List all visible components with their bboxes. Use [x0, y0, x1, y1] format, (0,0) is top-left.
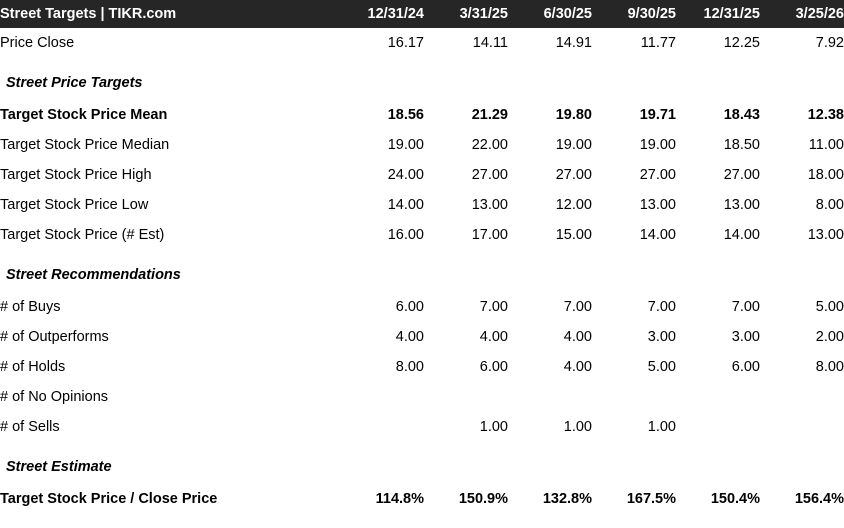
row-value: 18.50 [723, 137, 760, 153]
row-value: 5.00 [815, 299, 844, 315]
row-label: Street Price Targets [6, 75, 143, 91]
row-value: 8.00 [815, 197, 844, 213]
row-value [340, 442, 424, 484]
row-value: 11.77 [640, 35, 676, 51]
row-value [760, 412, 844, 442]
row-value: 15.00 [555, 227, 592, 243]
row-label: # of Holds [0, 359, 66, 375]
row-value [424, 58, 508, 100]
row-value [508, 250, 592, 292]
table-row [0, 190, 844, 220]
row-label: # of Sells [0, 419, 60, 435]
table-row [0, 484, 844, 514]
row-value: 7.00 [647, 299, 676, 315]
row-value: 16.17 [387, 35, 424, 51]
row-value [592, 382, 676, 412]
row-value: 114.8% [375, 491, 424, 507]
row-value [676, 442, 760, 484]
row-value: 1.00 [647, 419, 676, 435]
row-value: 13.00 [639, 197, 676, 213]
column-header-period-2: 3/31/25 [424, 0, 508, 28]
row-value: 27.00 [471, 167, 508, 183]
row-value: 18.00 [807, 167, 844, 183]
table-section-row [0, 442, 844, 484]
column-header-period-1: 12/31/24 [340, 0, 424, 28]
row-label: Price Close [0, 35, 75, 51]
row-value [760, 442, 844, 484]
row-value: 19.00 [555, 137, 592, 153]
row-value [340, 382, 424, 412]
row-value: 14.00 [387, 197, 424, 213]
row-value: 16.00 [387, 227, 424, 243]
row-value: 156.4% [794, 491, 844, 507]
row-value: 4.00 [563, 329, 592, 345]
header-title-secondary: TIKR.com [108, 6, 177, 22]
row-value [340, 250, 424, 292]
row-value: 19.00 [639, 137, 676, 153]
row-value: 6.00 [731, 359, 760, 375]
row-value: 21.29 [471, 107, 508, 123]
row-value: 13.00 [807, 227, 844, 243]
row-value: 12.38 [807, 107, 844, 123]
row-label: Target Stock Price Low [0, 197, 149, 213]
row-value: 11.00 [808, 137, 844, 153]
row-value [676, 250, 760, 292]
row-value [760, 382, 844, 412]
row-value [508, 382, 592, 412]
table-section-row [0, 58, 844, 100]
row-value: 2.00 [815, 329, 844, 345]
row-value: 13.00 [723, 197, 760, 213]
row-value [424, 250, 508, 292]
row-label: # of Outperforms [0, 329, 109, 345]
header-title-cell [0, 0, 340, 28]
row-value: 4.00 [395, 329, 424, 345]
row-value: 3.00 [647, 329, 676, 345]
row-value [592, 250, 676, 292]
row-value: 150.4% [710, 491, 760, 507]
row-value [592, 442, 676, 484]
row-value: 18.56 [387, 107, 424, 123]
row-value: 150.9% [458, 491, 508, 507]
header-title-separator: | [100, 6, 105, 22]
row-value [340, 412, 424, 442]
row-value: 8.00 [815, 359, 844, 375]
row-value: 8.00 [395, 359, 424, 375]
table-row [0, 412, 844, 442]
row-label: Target Stock Price Mean [0, 107, 168, 123]
table-row [0, 220, 844, 250]
row-value [760, 58, 844, 100]
table-row [0, 352, 844, 382]
row-value: 27.00 [639, 167, 676, 183]
row-value [676, 412, 760, 442]
row-label: Target Stock Price High [0, 167, 152, 183]
row-value: 14.91 [555, 35, 592, 51]
column-header-period-4: 9/30/25 [592, 0, 676, 28]
row-value [676, 382, 760, 412]
row-value: 14.11 [472, 35, 508, 51]
row-value: 14.00 [639, 227, 676, 243]
row-label: Target Stock Price / Close Price [0, 491, 218, 507]
row-value: 7.00 [563, 299, 592, 315]
row-value: 4.00 [563, 359, 592, 375]
column-header-period-3: 6/30/25 [508, 0, 592, 28]
table-row [0, 160, 844, 190]
row-value: 6.00 [395, 299, 424, 315]
row-value: 18.43 [723, 107, 760, 123]
row-value: 17.00 [471, 227, 508, 243]
row-value: 7.92 [815, 35, 844, 51]
row-value: 13.00 [471, 197, 508, 213]
row-value: 1.00 [479, 419, 508, 435]
row-label: Target Stock Price Median [0, 137, 170, 153]
row-value: 7.00 [479, 299, 508, 315]
row-label: # of No Opinions [0, 389, 109, 405]
table-row [0, 100, 844, 130]
row-value: 7.00 [731, 299, 760, 315]
row-value [592, 58, 676, 100]
column-header-period-5: 12/31/25 [676, 0, 760, 28]
row-value: 12.00 [555, 197, 592, 213]
row-value: 12.25 [723, 35, 760, 51]
table-row [0, 292, 844, 322]
row-value: 19.71 [639, 107, 676, 123]
table-row [0, 382, 844, 412]
row-value [340, 58, 424, 100]
row-value: 27.00 [723, 167, 760, 183]
row-value: 132.8% [542, 491, 592, 507]
row-value: 6.00 [479, 359, 508, 375]
row-value: 3.00 [731, 329, 760, 345]
row-label: Target Stock Price (# Est) [0, 227, 165, 243]
row-value: 22.00 [471, 137, 508, 153]
row-value [424, 382, 508, 412]
row-value: 167.5% [626, 491, 676, 507]
row-value [508, 442, 592, 484]
row-value [676, 58, 760, 100]
row-value: 24.00 [387, 167, 424, 183]
row-value: 14.00 [723, 227, 760, 243]
row-value [760, 250, 844, 292]
table-row [0, 322, 844, 352]
row-label: Street Estimate [6, 459, 112, 475]
column-header-period-6: 3/25/26 [760, 0, 844, 28]
table-section-row [0, 250, 844, 292]
row-value: 19.80 [555, 107, 592, 123]
table-row [0, 28, 844, 58]
row-value: 27.00 [555, 167, 592, 183]
row-value [424, 442, 508, 484]
row-label: # of Buys [0, 299, 61, 315]
row-value: 19.00 [387, 137, 424, 153]
row-value: 1.00 [563, 419, 592, 435]
row-value: 5.00 [647, 359, 676, 375]
table-row [0, 130, 844, 160]
row-label: Street Recommendations [6, 267, 181, 283]
header-title-primary: Street Targets [0, 6, 97, 22]
row-value [508, 58, 592, 100]
row-value: 4.00 [479, 329, 508, 345]
table-header-row [0, 0, 844, 28]
